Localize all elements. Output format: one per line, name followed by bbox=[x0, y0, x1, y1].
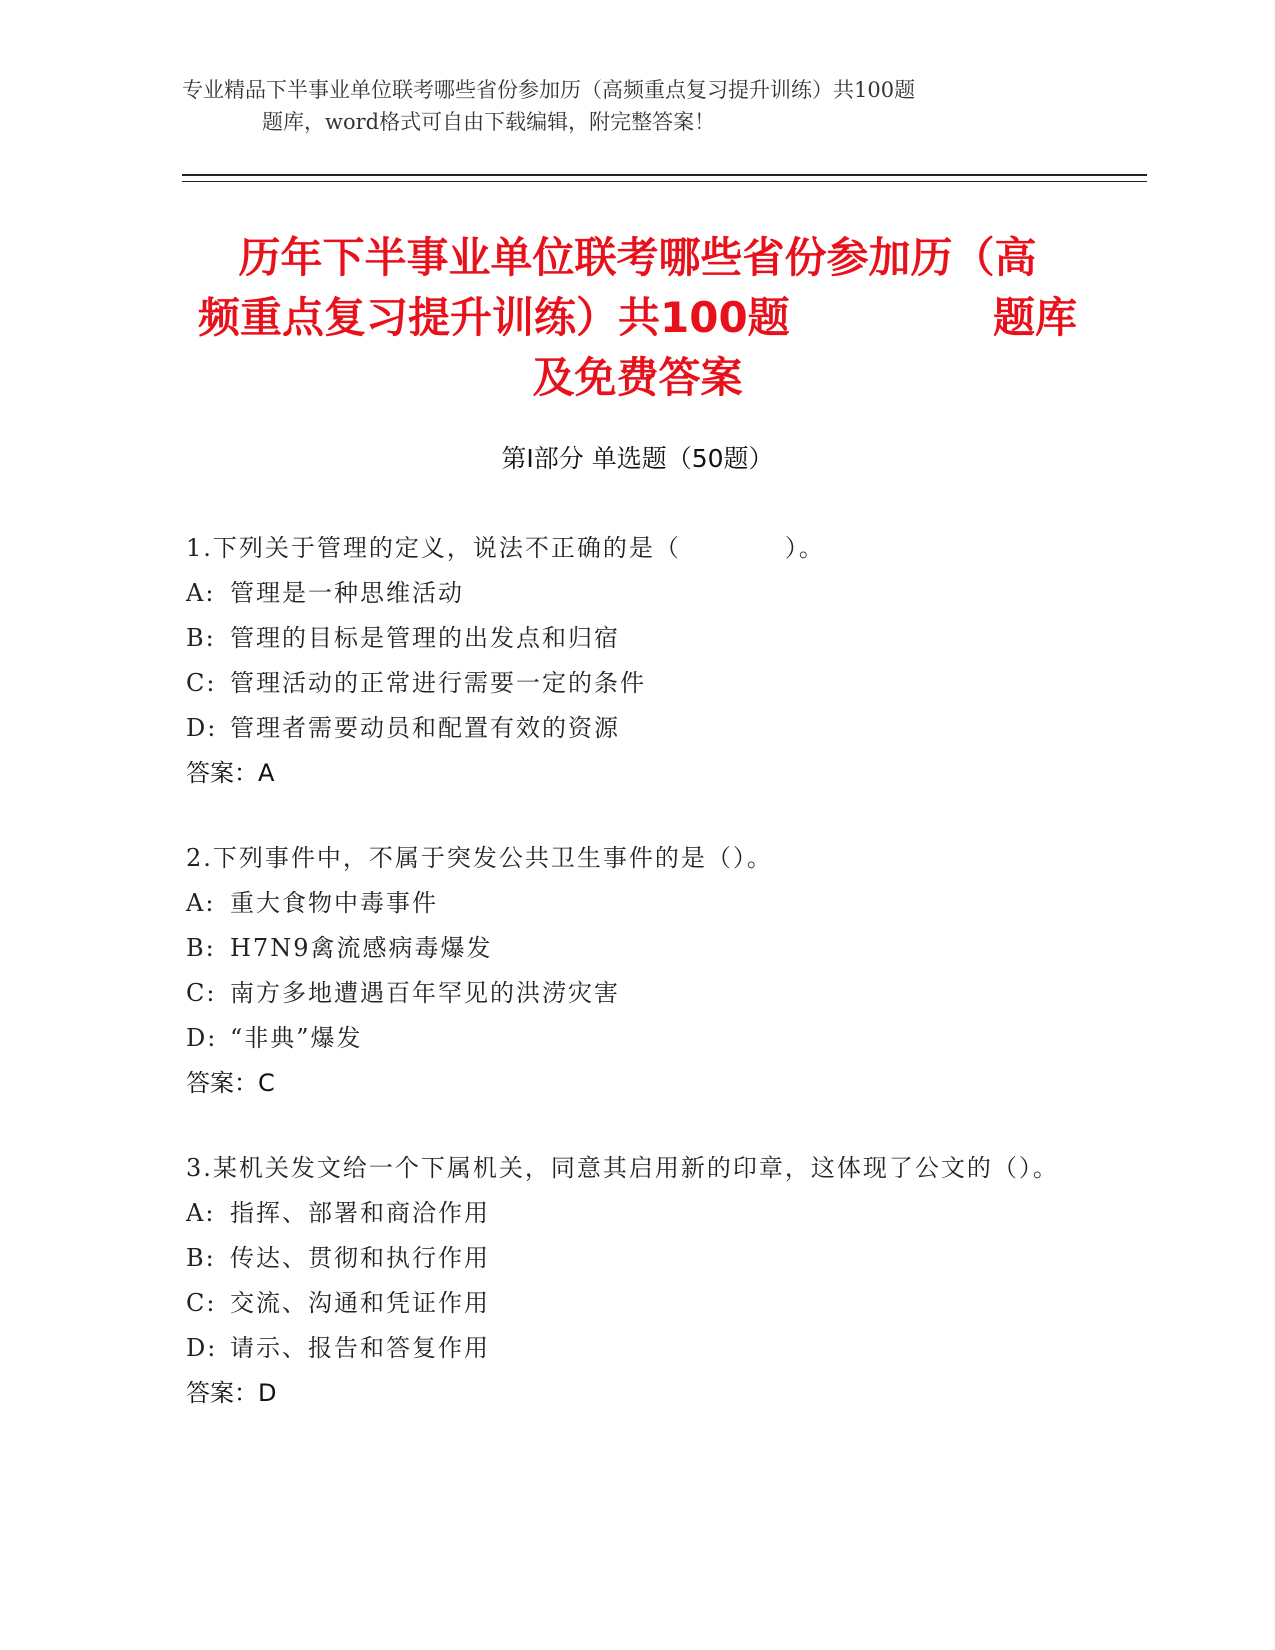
answer: 答案：C bbox=[186, 1069, 275, 1097]
question-stem: 3.某机关发文给一个下属机关，同意其启用新的印章，这体现了公文的（）。 bbox=[186, 1154, 1059, 1182]
question-2 bbox=[186, 836, 1066, 1106]
option-a bbox=[186, 881, 1066, 926]
header-divider-thick bbox=[182, 174, 1147, 176]
option-text: 重大食物中毒事件 bbox=[230, 889, 438, 917]
header-divider-thin bbox=[182, 181, 1147, 182]
document-title-line2-left: 频重点复习提升训练）共100题 bbox=[198, 293, 790, 342]
option-letter: D: bbox=[186, 714, 218, 742]
question-list bbox=[186, 526, 1066, 1456]
header-note-line2: 题库，word格式可自由下载编辑，附完整答案！ bbox=[262, 110, 716, 134]
option-c bbox=[186, 661, 1066, 706]
option-text: 管理是一种思维活动 bbox=[230, 579, 464, 607]
option-letter: C: bbox=[186, 669, 217, 697]
option-b bbox=[186, 1236, 1066, 1281]
header-note-line1: 专业精品下半事业单位联考哪些省份参加历（高频重点复习提升训练）共100题 bbox=[182, 78, 916, 102]
option-text: 交流、沟通和凭证作用 bbox=[230, 1289, 490, 1317]
option-letter: A: bbox=[186, 889, 216, 917]
option-d bbox=[186, 1326, 1066, 1371]
option-a bbox=[186, 571, 1066, 616]
option-text: 传达、贯彻和执行作用 bbox=[230, 1244, 490, 1272]
option-letter: B: bbox=[186, 934, 216, 962]
answer: 答案：D bbox=[186, 1379, 277, 1407]
option-letter: B: bbox=[186, 1244, 216, 1272]
option-text: “非典”爆发 bbox=[230, 1024, 363, 1052]
option-letter: A: bbox=[186, 1199, 216, 1227]
section-title: 第Ⅰ部分 单选题（50题） bbox=[501, 444, 774, 473]
option-d bbox=[186, 706, 1066, 751]
option-text: 管理活动的正常进行需要一定的条件 bbox=[230, 669, 646, 697]
option-letter: C: bbox=[186, 1289, 217, 1317]
option-text: H7N9禽流感病毒爆发 bbox=[230, 934, 493, 962]
option-text: 南方多地遭遇百年罕见的洪涝灾害 bbox=[230, 979, 620, 1007]
document-title-line2 bbox=[150, 288, 1125, 348]
option-text: 管理的目标是管理的出发点和归宿 bbox=[230, 624, 620, 652]
header-note bbox=[182, 74, 1042, 138]
question-3 bbox=[186, 1146, 1066, 1416]
option-text: 请示、报告和答复作用 bbox=[230, 1334, 490, 1362]
option-d bbox=[186, 1016, 1066, 1061]
question-stem: 1.下列关于管理的定义，说法不正确的是（ ）。 bbox=[186, 534, 825, 562]
option-c bbox=[186, 1281, 1066, 1326]
option-letter: B: bbox=[186, 624, 216, 652]
option-text: 管理者需要动员和配置有效的资源 bbox=[230, 714, 620, 742]
option-letter: A: bbox=[186, 579, 216, 607]
question-stem: 2.下列事件中，不属于突发公共卫生事件的是（）。 bbox=[186, 844, 773, 872]
document-title bbox=[150, 228, 1125, 408]
question-1 bbox=[186, 526, 1066, 796]
option-b bbox=[186, 616, 1066, 661]
option-b bbox=[186, 926, 1066, 971]
document-title-line3: 及免费答案 bbox=[532, 353, 743, 402]
document-title-line1: 历年下半事业单位联考哪些省份参加历（高 bbox=[238, 233, 1037, 282]
option-letter: D: bbox=[186, 1024, 218, 1052]
option-letter: D: bbox=[186, 1334, 218, 1362]
option-c bbox=[186, 971, 1066, 1016]
answer: 答案：A bbox=[186, 759, 275, 787]
option-text: 指挥、部署和商洽作用 bbox=[230, 1199, 490, 1227]
option-letter: C: bbox=[186, 979, 217, 1007]
document-title-line2-right: 题库 bbox=[992, 293, 1077, 342]
option-a bbox=[186, 1191, 1066, 1236]
